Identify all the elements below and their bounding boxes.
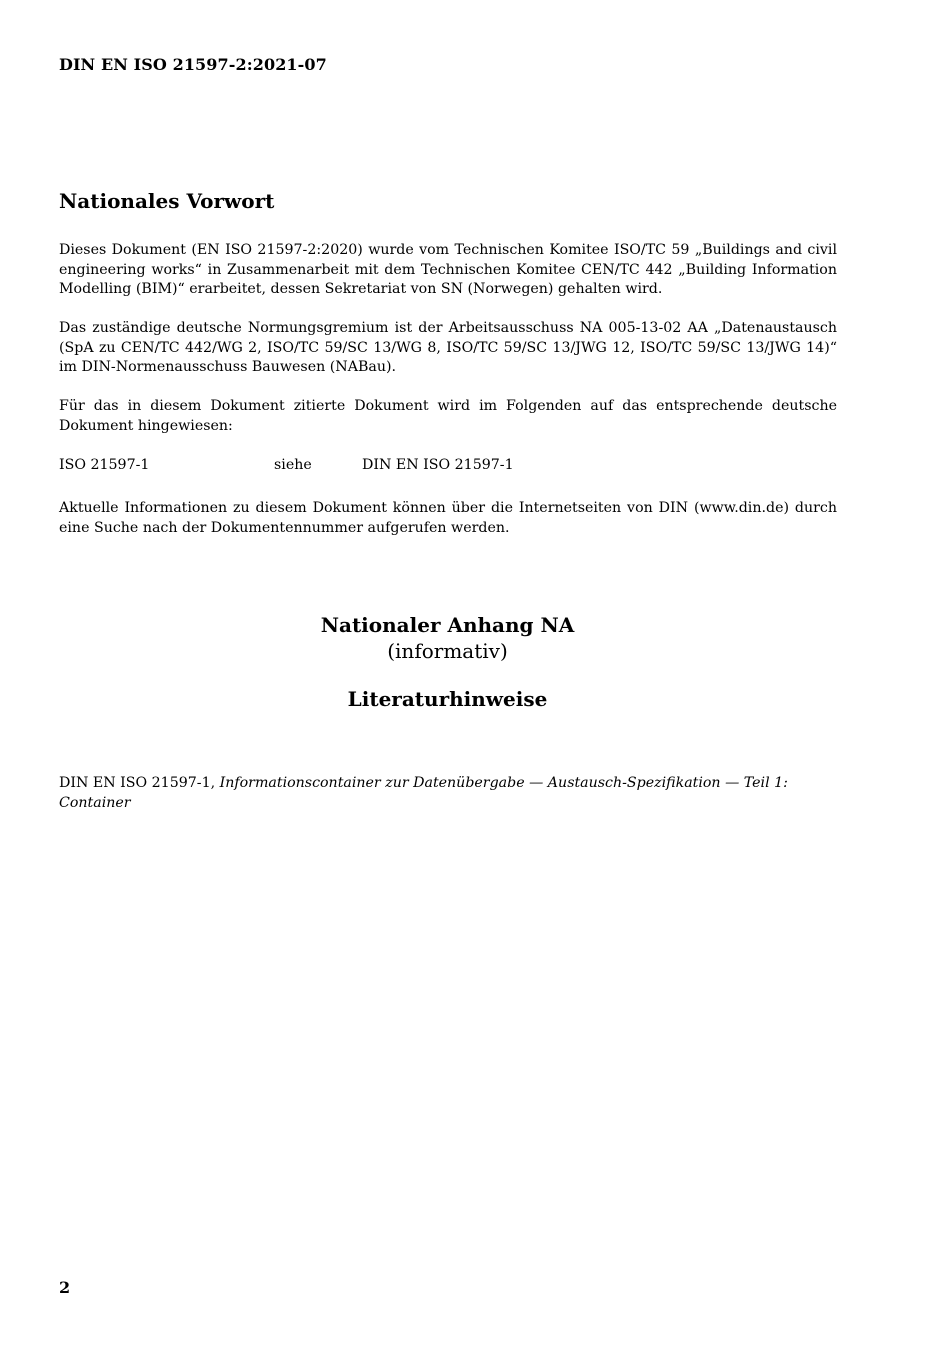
reference-cited: ISO 21597-1 bbox=[59, 457, 150, 473]
page-number: 2 bbox=[59, 1278, 71, 1297]
foreword-paragraph-2: Das zuständige deutsche Normungsgremium ist der Arbeitsausschuss NA 005-13-02 AA „Datenaustausch (SpA zu CEN/TC 442/WG 2, ISO/TC 59/SC 13/WG 8, ISO/TC 59/SC 13/JWG 12, ISO/TC 59/SC 13/JWG 14)“ im DIN-Normenausschuss Bauwesen (NABau). bbox=[59, 320, 837, 375]
bibliography-entry-title: Informationscontainer zur Datenübergabe — Austausch-Spezifikation — Teil 1: Container bbox=[59, 775, 788, 811]
foreword-title: Nationales Vorwort bbox=[59, 189, 275, 213]
foreword-paragraph-1: Dieses Dokument (EN ISO 21597-2:2020) wurde vom Technischen Komitee ISO/TC 59 „Buildings and civil engineering works“ in Zusammenarbeit mit dem Technischen Komitee CEN/TC 442 „Building Information Modelling (BIM)“ erarbeitet, dessen Sekretariat von SN (Norwegen) gehalten wird. bbox=[59, 242, 837, 297]
foreword-closing-paragraph: Aktuelle Informationen zu diesem Dokument können über die Internetseiten von DIN (www.din.de) durch eine Suche nach der Dokumentennummer aufgerufen werden. bbox=[59, 500, 837, 536]
foreword-paragraph-3: Für das in diesem Dokument zitierte Dokument wird im Folgenden auf das entsprechende deutsche Dokument hingewiesen: bbox=[59, 398, 837, 434]
annex-subtitle: (informativ) bbox=[387, 639, 508, 663]
bibliography-title: Literaturhinweise bbox=[347, 687, 548, 711]
bibliography-entry-number: DIN EN ISO 21597-1, bbox=[59, 775, 216, 791]
document-id-header: DIN EN ISO 21597-2:2021-07 bbox=[59, 55, 327, 74]
reference-national: DIN EN ISO 21597-1 bbox=[362, 457, 514, 473]
reference-see: siehe bbox=[274, 457, 312, 473]
annex-title: Nationaler Anhang NA bbox=[320, 613, 575, 637]
bibliography-entry bbox=[59, 774, 819, 813]
